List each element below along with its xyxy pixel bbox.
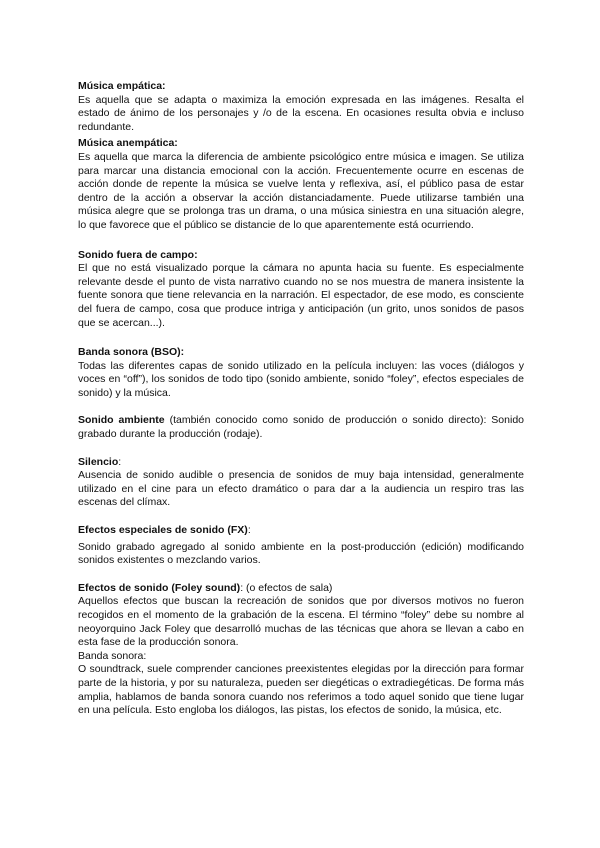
heading-efectos-fx: Efectos especiales de sonido (FX) [78,524,248,537]
text-foley: Aquellos efectos que buscan la recreación de sonidos que por diversos motivos no fueron recogidos en el momento de la grabación de la escena. El término “foley” debe su nombre al neoyorquino Jack Foley que desarrolló muchas de las técnicas que ahora se llevan a cabo en esta fase de la producción sonora. [78,595,524,649]
text-efectos-fx: Sonido grabado agregado al sonido ambiente en la post-producción (edición) modificando sonidos existentes o mezclando varios. [78,540,524,567]
heading-musica-anempatica: Música anempática: [78,137,178,150]
paragraph-sonido-ambiente [78,414,524,441]
section-banda-sonora [78,346,524,400]
heading-banda-sonora: Banda sonora (BSO): [78,346,185,359]
section-sonido-ambiente [78,414,524,441]
heading-silencio: Silencio [78,455,119,468]
section-foley [78,582,524,718]
heading-suffix-foley: : (o efectos de sala) [240,581,333,594]
text-silencio: Ausencia de sonido audible o presencia de sonidos de muy baja intensidad, generalmente utilizado en el cine para un efecto dramático o para dar a la audiencia un respiro tras las escenas del clímax. [78,469,524,509]
section-musica-anempatica [78,137,524,232]
heading-line-efectos-fx [78,524,524,538]
subheading-banda-sonora: Banda sonora: [78,649,147,662]
heading-line-silencio [78,456,524,470]
section-fuera-de-campo [78,249,524,331]
heading-sonido-ambiente: Sonido ambiente [78,414,165,427]
text-sonido-ambiente: (también conocido como sonido de producción o sonido directo): Sonido grabado durante la producción (rodaje). [78,414,525,441]
text-banda-sonora: Todas las diferentes capas de sonido utilizado en la película incluyen: las voces (diálogos y voces en “off”), los sonidos de todo tipo (sonido ambiente, sonido “foley”, efectos especiales de sonido) y la música. [78,359,524,399]
heading-line-foley [78,582,524,596]
heading-suffix-efectos-fx: : [247,524,251,537]
section-efectos-fx [78,524,524,568]
subtext-banda-sonora: O soundtrack, suele comprender canciones preexistentes elegidas por la dirección para formar parte de la historia, y por su naturaleza, pueden ser diegéticas o extradiegéticas. De forma más amplia, hablamos de banda sonora cuando nos referimos a todo aquel sonido que tiene lugar en una película. Esto engloba los diálogos, las pistas, los efectos de sonido, la música, etc. [78,663,524,717]
text-fuera-de-campo: El que no está visualizado porque la cámara no apunta hacia su fuente. Es especialmente relevante desde el punto de vista narrativo cuando no se nos muestra de manera insistente la fuente sonora que tiene relevancia en la narración. El espectador, de ese modo, es consciente del fuera de campo, cosa que produce intriga y anticipación (un grito, unos sonidos de pasos que se acercan...). [78,262,524,329]
heading-fuera-de-campo: Sonido fuera de campo: [78,248,198,261]
section-silencio [78,456,524,510]
text-musica-anempatica: Es aquella que marca la diferencia de ambiente psicológico entre música e imagen. Se utiliza para marcar una distancia emocional con la acción. Frecuentemente ocurre en escenas de acción donde de repente la música se vuelve lenta y reflexiva, así, el público pasa de estar dentro de la acción a observar la acción distanciadamente. Puede utilizarse también una música alegre que se prolonga tras un drama, o una música siniestra en una situación alegre, lo que favorece que el público se distancie de lo que aparentemente está ocurriendo. [78,150,524,231]
heading-musica-empatica: Música empática: [78,80,166,92]
text-musica-empatica: Es aquella que se adapta o maximiza la emoción expresada en las imágenes. Resalta el estado de ánimo de los personajes y /o de la escena. En ocasiones resulta obvia e incluso redundante. [78,93,524,133]
heading-suffix-silencio: : [118,455,122,468]
heading-foley: Efectos de sonido (Foley sound) [78,581,241,594]
section-musica-empatica [78,80,524,134]
